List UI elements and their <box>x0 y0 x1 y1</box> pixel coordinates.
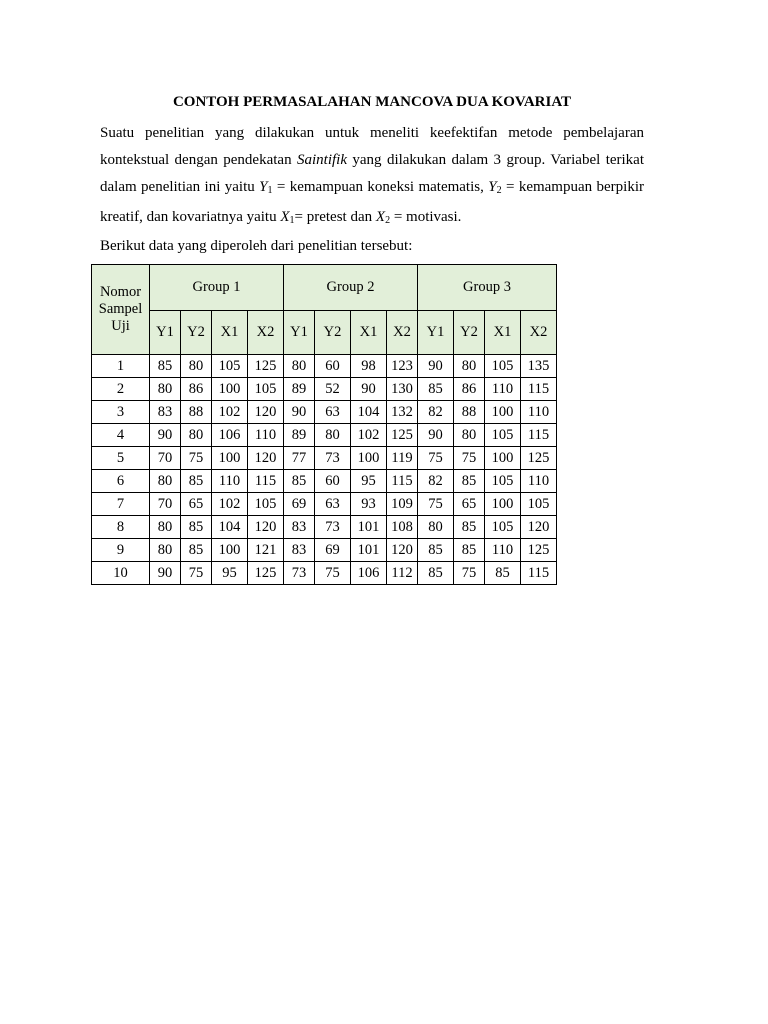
table-cell: 75 <box>454 447 485 470</box>
table-row <box>92 447 557 470</box>
sample-number-cell: 2 <box>92 378 150 401</box>
table-cell: 110 <box>485 378 521 401</box>
table-cell: 101 <box>351 516 387 539</box>
sample-number-cell: 1 <box>92 355 150 378</box>
variable-header: Y2 <box>454 311 485 355</box>
table-cell: 110 <box>521 401 557 424</box>
table-cell: 75 <box>418 493 454 516</box>
table-cell: 125 <box>387 424 418 447</box>
table-cell: 110 <box>485 539 521 562</box>
variable-header: Y2 <box>181 311 212 355</box>
table-cell: 100 <box>485 447 521 470</box>
table-cell: 115 <box>521 424 557 447</box>
sample-number-cell: 5 <box>92 447 150 470</box>
table-cell: 105 <box>212 355 248 378</box>
group-1-header: Group 1 <box>150 265 284 311</box>
table-cell: 90 <box>284 401 315 424</box>
table-row <box>92 562 557 585</box>
table-cell: 109 <box>387 493 418 516</box>
table-cell: 100 <box>351 447 387 470</box>
table-cell: 85 <box>418 562 454 585</box>
description-line-2-post: yang dilakukan dalam 3 group. Variabel terikat <box>346 152 645 168</box>
variable-header: Y1 <box>150 311 181 355</box>
table-cell: 89 <box>284 378 315 401</box>
table-cell: 93 <box>351 493 387 516</box>
table-cell: 70 <box>150 493 181 516</box>
table-cell: 83 <box>284 539 315 562</box>
table-cell: 119 <box>387 447 418 470</box>
variable-header: Y1 <box>284 311 315 355</box>
description-line-3-mid1: = kemampuan koneksi matematis, <box>272 179 489 195</box>
variable-header: X2 <box>248 311 284 355</box>
table-cell: 95 <box>212 562 248 585</box>
table-cell: 95 <box>351 470 387 493</box>
table-row <box>92 378 557 401</box>
description-line-3-mid2: = kemampuan berpikir <box>501 179 644 195</box>
variable-y2: $Y_2$ <box>488 179 502 196</box>
table-cell: 89 <box>284 424 315 447</box>
table-cell: 80 <box>454 424 485 447</box>
table-cell: 65 <box>181 493 212 516</box>
table-cell: 75 <box>454 562 485 585</box>
table-cell: 80 <box>315 424 351 447</box>
table-cell: 88 <box>181 401 212 424</box>
table-cell: 90 <box>418 355 454 378</box>
table-cell: 102 <box>212 493 248 516</box>
table-cell: 120 <box>248 401 284 424</box>
table-cell: 85 <box>454 516 485 539</box>
table-body <box>92 355 557 585</box>
table-cell: 100 <box>212 447 248 470</box>
table-cell: 125 <box>248 355 284 378</box>
description-line-1: Suatu penelitian yang dilakukan untuk meneliti keefektifan metode pembelajaran <box>100 125 644 141</box>
table-cell: 104 <box>351 401 387 424</box>
table-cell: 120 <box>387 539 418 562</box>
document-title: CONTOH PERMASALAHAN MANCOVA DUA KOVARIAT <box>172 94 572 110</box>
table-row <box>92 355 557 378</box>
table-cell: 102 <box>351 424 387 447</box>
description-paragraph <box>100 120 644 234</box>
table-cell: 90 <box>150 424 181 447</box>
table-cell: 73 <box>315 516 351 539</box>
table-cell: 132 <box>387 401 418 424</box>
table-cell: 90 <box>150 562 181 585</box>
table-cell: 70 <box>150 447 181 470</box>
table-cell: 105 <box>485 355 521 378</box>
table-cell: 80 <box>150 378 181 401</box>
variable-header: Y2 <box>315 311 351 355</box>
table-cell: 69 <box>315 539 351 562</box>
table-cell: 80 <box>418 516 454 539</box>
table-cell: 106 <box>351 562 387 585</box>
variable-header: X1 <box>351 311 387 355</box>
table-cell: 85 <box>181 516 212 539</box>
table-cell: 120 <box>248 447 284 470</box>
sample-number-cell: 10 <box>92 562 150 585</box>
row-number-header: Nomor Sampel Uji <box>92 265 150 355</box>
variable-header-row <box>92 311 557 355</box>
sample-number-cell: 9 <box>92 539 150 562</box>
table-cell: 80 <box>454 355 485 378</box>
table-cell: 73 <box>315 447 351 470</box>
table-cell: 86 <box>181 378 212 401</box>
table-cell: 105 <box>521 493 557 516</box>
table-cell: 63 <box>315 401 351 424</box>
sample-number-cell: 7 <box>92 493 150 516</box>
table-cell: 82 <box>418 470 454 493</box>
table-cell: 100 <box>485 401 521 424</box>
table-cell: 75 <box>181 447 212 470</box>
table-cell: 102 <box>212 401 248 424</box>
table-cell: 77 <box>284 447 315 470</box>
description-line-3-pre: dalam penelitian ini yaitu <box>100 179 260 195</box>
table-cell: 105 <box>485 516 521 539</box>
table-cell: 130 <box>387 378 418 401</box>
sample-number-cell: 4 <box>92 424 150 447</box>
table-cell: 80 <box>150 470 181 493</box>
table-cell: 110 <box>521 470 557 493</box>
table-cell: 60 <box>315 470 351 493</box>
document-page <box>100 92 644 258</box>
table-cell: 105 <box>248 493 284 516</box>
table-cell: 100 <box>485 493 521 516</box>
table-cell: 90 <box>418 424 454 447</box>
description-saintifik: Saintifik <box>296 152 347 168</box>
table-cell: 83 <box>284 516 315 539</box>
table-cell: 85 <box>454 539 485 562</box>
description-line-4: kreatif, dan kovariatnya yaitu $X_1=$ pretest dan $X_2$ = motivasi. <box>100 209 462 226</box>
table-cell: 123 <box>387 355 418 378</box>
table-cell: 100 <box>212 539 248 562</box>
table-cell: 85 <box>150 355 181 378</box>
table-cell: 101 <box>351 539 387 562</box>
table-cell: 75 <box>315 562 351 585</box>
sample-number-cell: 6 <box>92 470 150 493</box>
table-cell: 106 <box>212 424 248 447</box>
variable-header: X1 <box>212 311 248 355</box>
table-cell: 73 <box>284 562 315 585</box>
table-cell: 63 <box>315 493 351 516</box>
table-cell: 125 <box>521 539 557 562</box>
group-3-header: Group 3 <box>418 265 557 311</box>
table-cell: 115 <box>248 470 284 493</box>
table-cell: 105 <box>485 424 521 447</box>
table-cell: 120 <box>248 516 284 539</box>
variable-x1: $X_1$ <box>280 209 295 226</box>
variable-header: X1 <box>485 311 521 355</box>
table-cell: 108 <box>387 516 418 539</box>
table-cell: 85 <box>454 470 485 493</box>
table-intro: Berikut data yang diperoleh dari penelitian tersebut: <box>100 238 413 254</box>
table-cell: 80 <box>150 516 181 539</box>
table-cell: 75 <box>418 447 454 470</box>
table-row <box>92 470 557 493</box>
table-cell: 88 <box>454 401 485 424</box>
table-cell: 105 <box>248 378 284 401</box>
sample-number-cell: 8 <box>92 516 150 539</box>
table-cell: 110 <box>212 470 248 493</box>
table-cell: 115 <box>521 562 557 585</box>
table-cell: 75 <box>181 562 212 585</box>
description-line-2-pre: kontekstual dengan pendekatan <box>100 152 297 168</box>
table-cell: 115 <box>387 470 418 493</box>
table-cell: 110 <box>248 424 284 447</box>
variable-header: Y1 <box>418 311 454 355</box>
table-cell: 82 <box>418 401 454 424</box>
table-cell: 125 <box>248 562 284 585</box>
table-cell: 85 <box>485 562 521 585</box>
table-cell: 60 <box>315 355 351 378</box>
table-cell: 85 <box>418 378 454 401</box>
table-cell: 52 <box>315 378 351 401</box>
table-cell: 86 <box>454 378 485 401</box>
table-row <box>92 401 557 424</box>
table-cell: 65 <box>454 493 485 516</box>
table-cell: 80 <box>181 355 212 378</box>
table-cell: 80 <box>150 539 181 562</box>
data-table <box>91 264 557 585</box>
table-row <box>92 424 557 447</box>
variable-y1: $Y_1$ <box>259 179 273 196</box>
table-cell: 105 <box>485 470 521 493</box>
table-cell: 85 <box>181 470 212 493</box>
table-cell: 83 <box>150 401 181 424</box>
table-cell: 104 <box>212 516 248 539</box>
table-cell: 112 <box>387 562 418 585</box>
table-cell: 115 <box>521 378 557 401</box>
table-cell: 125 <box>521 447 557 470</box>
variable-header: X2 <box>387 311 418 355</box>
table-cell: 80 <box>284 355 315 378</box>
table-row <box>92 539 557 562</box>
table-cell: 121 <box>248 539 284 562</box>
sample-number-cell: 3 <box>92 401 150 424</box>
table-cell: 98 <box>351 355 387 378</box>
table-cell: 100 <box>212 378 248 401</box>
table-cell: 120 <box>521 516 557 539</box>
group-header-row <box>92 265 557 311</box>
table-row <box>92 493 557 516</box>
table-cell: 85 <box>181 539 212 562</box>
table-cell: 135 <box>521 355 557 378</box>
table-cell: 69 <box>284 493 315 516</box>
group-2-header: Group 2 <box>284 265 418 311</box>
table-cell: 90 <box>351 378 387 401</box>
variable-x2: $X_2$ <box>375 209 391 226</box>
variable-header: X2 <box>521 311 557 355</box>
table-cell: 80 <box>181 424 212 447</box>
table-cell: 85 <box>418 539 454 562</box>
table-row <box>92 516 557 539</box>
table-cell: 85 <box>284 470 315 493</box>
